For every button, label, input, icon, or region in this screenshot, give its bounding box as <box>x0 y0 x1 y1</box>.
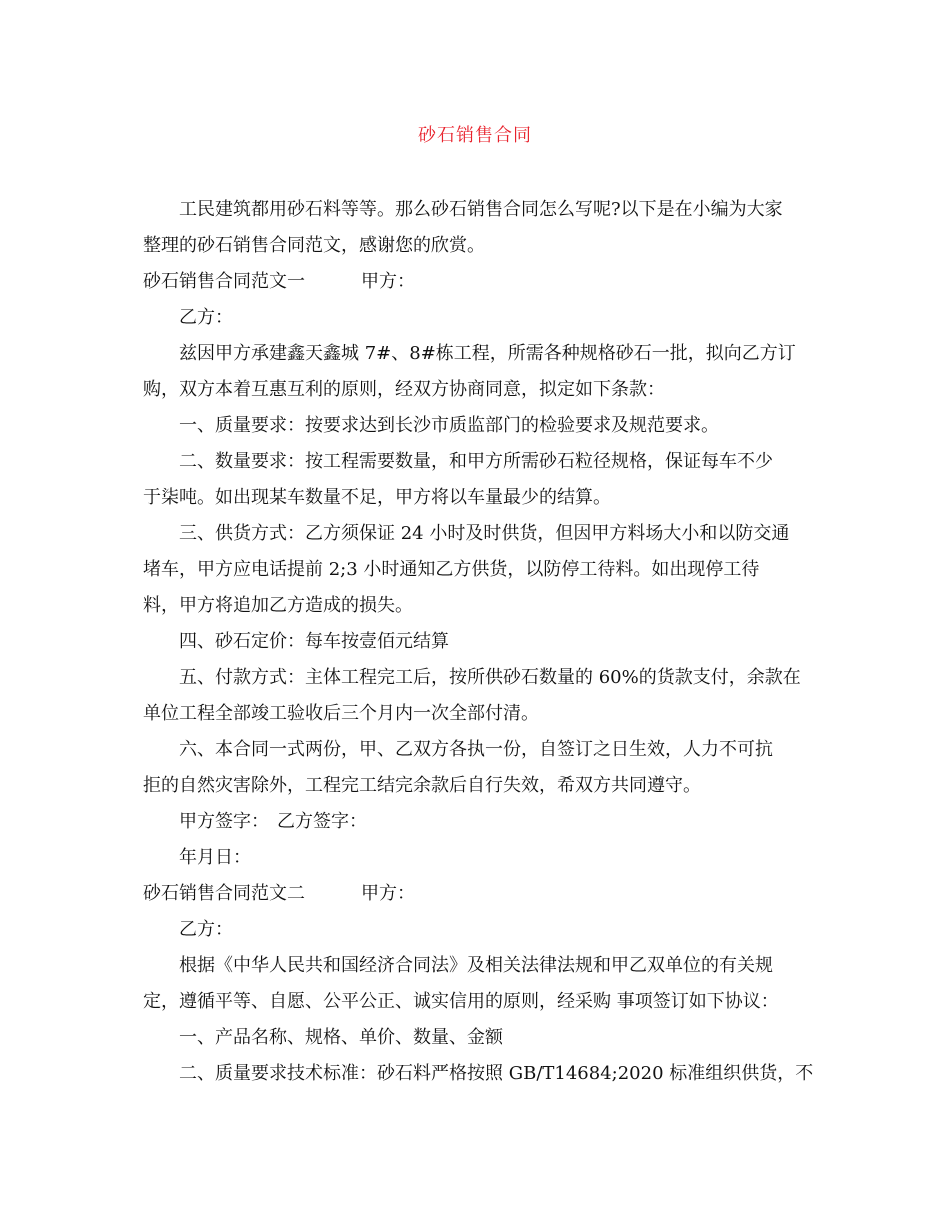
clause-line: 拒的自然灾害除外，工程完工结完余款后自行失效，希双方共同遵守。 <box>143 775 701 796</box>
paragraph-line: 工民建筑都用砂石料等等。那么砂石销售合同怎么写呢?以下是在小编为大家 <box>179 199 783 220</box>
paragraph-line: 定，遵循平等、自愿、公平公正、诚实信用的原则，经采购 事项签订如下协议： <box>143 991 779 1012</box>
clause-line: 堵车，甲方应电话提前 2;3 小时通知乙方供货，以防停工待料。如出现停工待 <box>143 559 760 580</box>
paragraph-line: 兹因甲方承建鑫天鑫城 7#、8#栋工程，所需各种规格砂石一批，拟向乙方订 <box>179 343 796 364</box>
clause-line: 一、产品名称、规格、单价、数量、金额 <box>179 1027 503 1048</box>
clause-line: 六、本合同一式两份，甲、乙双方各执一份，自签订之日生效，人力不可抗 <box>179 739 773 760</box>
signature-line <box>143 804 813 840</box>
clause-line: 二、数量要求：按工程需要数量，和甲方所需砂石粒径规格，保证每车不少 <box>179 451 773 472</box>
party-a-label: 甲方： <box>361 271 415 292</box>
clause-line: 料，甲方将追加乙方造成的损失。 <box>143 595 413 616</box>
section-heading: 砂石销售合同范文二 <box>143 883 305 904</box>
section-heading-line <box>143 264 813 300</box>
paragraph-line: 购，双方本着互惠互利的原则，经双方协商同意，拟定如下条款： <box>143 379 665 400</box>
section-heading: 砂石销售合同范文一 <box>143 271 305 292</box>
party-a-label: 甲方： <box>361 883 415 904</box>
document-title: 砂石销售合同 <box>418 125 532 146</box>
party-b-label: 乙方： <box>179 919 233 940</box>
date-label: 年月日： <box>179 847 251 868</box>
clause-line: 二、质量要求技术标准：砂石料严格按照 GB/T14684;2020 标准组织供货，不 <box>179 1063 814 1084</box>
clause-line: 四、砂石定价：每车按壹佰元结算 <box>179 631 449 652</box>
section-heading-line <box>143 876 813 912</box>
paragraph-line: 整理的砂石销售合同范文，感谢您的欣赏。 <box>143 235 485 256</box>
clause-line: 单位工程全部竣工验收后三个月内一次全部付清。 <box>143 703 539 724</box>
clause-line: 五、付款方式：主体工程完工后，按所供砂石数量的 60%的货款支付，余款在 <box>179 667 801 688</box>
clause-line: 三、供货方式：乙方须保证 24 小时及时供货，但因甲方料场大小和以防交通 <box>179 523 790 544</box>
paragraph-line: 根据《中华人民共和国经济合同法》及相关法律法规和甲乙双单位的有关规 <box>179 955 773 976</box>
party-b-label: 乙方： <box>179 307 233 328</box>
clause-line: 于柒吨。如出现某车数量不足，甲方将以车量最少的结算。 <box>143 487 611 508</box>
document-body <box>143 192 813 1092</box>
party-b-signature-label: 乙方签字： <box>277 811 367 832</box>
clause-line: 一、质量要求：按要求达到长沙市质监部门的检验要求及规范要求。 <box>179 415 719 436</box>
party-a-signature-label: 甲方签字： <box>179 811 269 832</box>
